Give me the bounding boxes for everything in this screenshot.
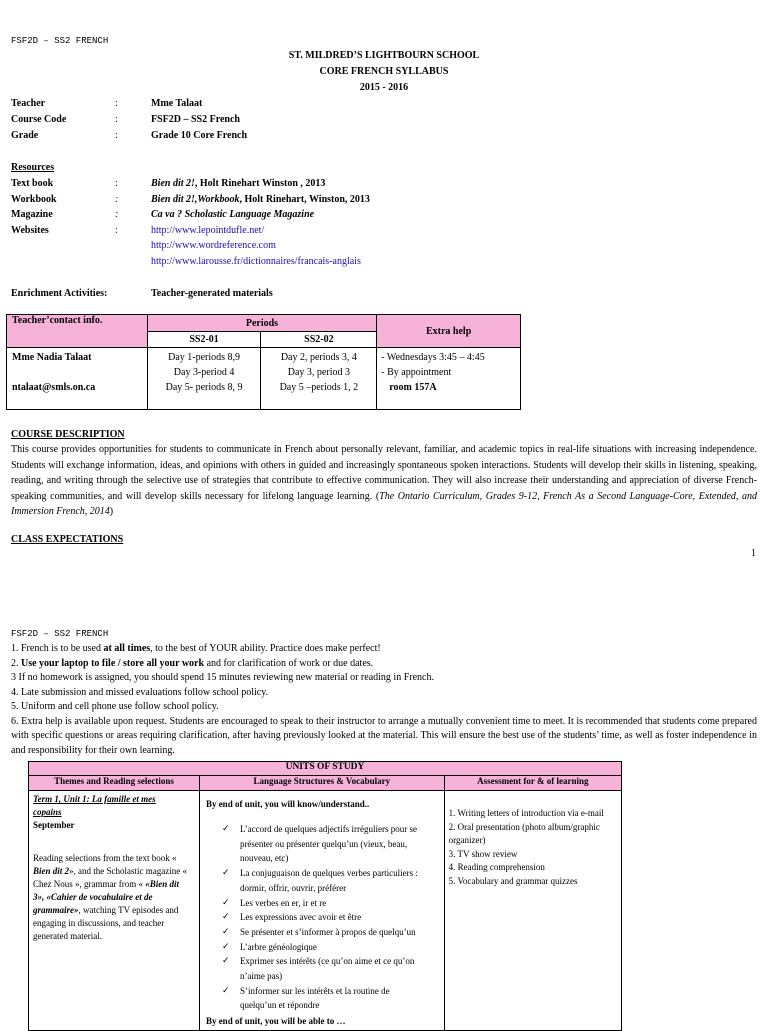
class-expectations-list <box>11 642 757 758</box>
list-item-text: S’informer sur les intérêts et la routine de quelqu’un et répondre <box>239 985 390 1011</box>
term-unit-title: Term 1, Unit 1: La famille et mes copains <box>33 794 156 817</box>
textbook-title: Bien dit 2! <box>151 178 195 189</box>
list-item-text: Exprimer ses intérêts (ce qu’on aime et ce qu’on n’aime pas) <box>239 956 415 982</box>
expectation-text: , to the best of YOUR ability. Practice does make perfect! <box>150 643 381 654</box>
header-assessment: Assessment for & of learning <box>444 776 621 791</box>
workbook-label: Workbook <box>11 194 57 205</box>
assessment-item: 3. TV show review <box>448 848 518 859</box>
list-item <box>222 940 422 955</box>
list-item <box>222 822 422 866</box>
extra-help-room: room 157A <box>389 382 437 393</box>
expectation-text: 2. <box>11 657 21 669</box>
expectation-2 <box>11 657 757 672</box>
colon: : <box>115 98 118 109</box>
course-description-text: This course provides opportunities for students to communicate in French about personally relevant, familiar, and academic topics in real-life situations with increasing independence. Students will exchange information, ideas, and opinions with others in guided and increasingly spontaneous spoken interactions. Students will develop their skills in listening, speaking, reading, and writing through the selective use of strategies that contribute to effective communication. They will also increase their understanding and appreciation of diverse French-speaking communities, and will develop skills necessary for lifelong language learning. ( <box>11 444 757 502</box>
colon: : <box>115 130 118 141</box>
grade-label: Grade <box>11 130 39 141</box>
language-cell <box>199 791 444 1031</box>
period-line: Day 2, periods 3, 4 <box>280 352 357 363</box>
course-description-citation: The Ontario Curriculum, Grades 9-12, French As a Second Language-Core, Extended, and Immersion French, 2014 <box>11 490 757 517</box>
textbook-value <box>151 177 325 190</box>
contact-header: Teacher’contact info. <box>7 315 148 348</box>
colon: : <box>115 225 118 236</box>
header-themes: Themes and Reading selections <box>29 776 200 791</box>
period-line: Day 3-period 4 <box>173 367 235 378</box>
extra-help-header: Extra help <box>377 315 521 348</box>
header-language: Language Structures & Vocabulary <box>199 776 444 791</box>
textbook-label: Text book <box>11 178 54 189</box>
colon: : <box>115 178 118 189</box>
course-description-close: ) <box>109 506 114 517</box>
assessment-item: 4. Reading comprehension <box>448 862 545 872</box>
class-expectations-heading: CLASS EXPECTATIONS <box>11 534 124 545</box>
list-item-text: L’arbre généologique <box>239 941 317 952</box>
period-line: Day 1-periods 8,9 <box>168 352 241 363</box>
ss201-periods-cell <box>147 348 261 410</box>
page-number: 1 <box>751 548 756 559</box>
course-code-label: Course Code <box>11 114 67 125</box>
magazine-label: Magazine <box>11 209 53 220</box>
colon: : <box>115 194 119 205</box>
reading-text: », and the Scholastic magazine « Chez Nous », grammar from « <box>33 866 187 889</box>
colon: : <box>115 209 119 220</box>
expectation-emphasis: at all times <box>103 643 151 654</box>
check-icon: ✓ <box>221 897 230 908</box>
expectation-5: 5. Uniform and cell phone use follow school policy. <box>11 701 219 712</box>
course-code-value: FSF2D – SS2 French <box>151 114 240 125</box>
school-name: ST. MILDRED’S LIGHTBOURN SCHOOL <box>288 50 480 61</box>
resources-heading: Resources <box>11 162 55 173</box>
reading-title: «Bien dit 3», «Cahier de vocabulaire et de grammaire» <box>33 879 179 915</box>
expectation-text: 1. French is to be used <box>11 643 104 654</box>
list-item-text: Les expressions avec avoir et être <box>239 912 362 923</box>
able-heading: By end of unit, you will be able to … <box>205 1016 346 1027</box>
list-item-text: Les verbes en er, ir et re <box>239 897 327 908</box>
workbook-publisher: , Holt Rinehart, Winston, 2013 <box>239 194 370 205</box>
expectation-4: 4. Late submission and missed evaluations follow school policy. <box>11 686 269 698</box>
section-ss202: SS2-02 <box>261 332 377 348</box>
workbook-value <box>151 193 370 206</box>
assessment-cell <box>444 791 621 1031</box>
units-of-study-table <box>28 761 622 1031</box>
school-year: 2015 - 2016 <box>359 82 409 93</box>
websites-label: Websites <box>11 225 49 236</box>
check-icon: ✓ <box>221 926 230 937</box>
syllabus-title: CORE FRENCH SYLLABUS <box>319 66 449 77</box>
expectation-1 <box>11 642 757 657</box>
ss202-periods-cell <box>261 348 377 410</box>
list-item <box>222 896 422 911</box>
extra-help-cell <box>377 348 521 410</box>
assessment-item: 5. Vocabulary and grammar quizzes <box>448 875 578 886</box>
teacher-full-name: Mme Nadia Talaat <box>12 352 92 363</box>
reading-text: Reading selections from the text book « <box>33 853 177 863</box>
contact-table <box>6 314 521 410</box>
course-description-body <box>11 442 757 520</box>
expectation-emphasis: Use your laptop to file / store all your work <box>21 657 205 669</box>
magazine-value: Ca va ? Scholastic Language Magazine <box>151 209 315 220</box>
section-ss201: SS2-01 <box>147 332 261 348</box>
enrichment-label: Enrichment Activities: <box>11 288 108 299</box>
month-label: September <box>33 820 75 830</box>
website-link-3[interactable]: http://www.larousse.fr/dictionnaires/francais-anglais <box>151 256 361 267</box>
language-items-list <box>206 822 422 1013</box>
teacher-contact-cell <box>7 348 148 410</box>
list-item-text: Se présenter et s’informer à propos de quelqu’un <box>239 926 416 937</box>
course-description-heading: COURSE DESCRIPTION <box>11 429 125 440</box>
list-item-text: L’accord de quelques adjectifs irréguliers pour se présenter ou présenter quelqu’un (vieux, beau, nouveau, etc) <box>239 824 418 864</box>
page-header-code: FSF2D – SS2 FRENCH <box>11 629 109 639</box>
list-item <box>222 954 422 983</box>
website-link-1[interactable]: http://www.lepointdufle.net/ <box>151 225 265 236</box>
expectation-text: and for clarification of work or due dates. <box>204 657 374 669</box>
workbook-title: Bien dit 2!,Workbook <box>151 194 240 205</box>
check-icon: ✓ <box>221 912 230 923</box>
list-item <box>222 984 422 1013</box>
extra-help-line: - Wednesdays 3:45 – 4:45 <box>381 352 485 363</box>
website-link-2[interactable]: http://www.wordreference.com <box>151 240 276 251</box>
check-icon: ✓ <box>221 985 230 996</box>
grade-value: Grade 10 Core French <box>151 130 248 141</box>
check-icon: ✓ <box>221 824 230 834</box>
enrichment-value: Teacher-generated materials <box>151 288 273 299</box>
period-line: Day 5 –periods 1, 2 <box>279 382 359 393</box>
reading-text: , watching TV episodes and engaging in discussions, and teacher generated material. <box>33 905 179 941</box>
teacher-value: Mme Talaat <box>151 98 203 109</box>
colon: : <box>115 114 118 125</box>
period-line: Day 5- periods 8, 9 <box>165 382 243 393</box>
know-heading: By end of unit, you will know/understand.. <box>205 799 370 809</box>
reading-title: Bien dit 2 <box>33 866 70 876</box>
list-item <box>222 925 422 940</box>
extra-help-line: - By appointment <box>381 367 452 378</box>
themes-cell <box>29 791 200 1031</box>
textbook-publisher: , Holt Rinehart Winston , 2013 <box>194 178 326 189</box>
teacher-label: Teacher <box>11 98 46 109</box>
expectation-6: 6. Extra help is available upon request. Students are encouraged to speak to their instructor to arrange a mutually convenient time to meet. It is recommended that students come prepared with specific questions or areas requiring clarification, after having previously looked at the material. This will ensure the best use of the students’ time, as well as foster independence in and responsibility for their own learning. <box>11 715 757 756</box>
list-item <box>222 910 422 925</box>
teacher-email[interactable]: ntalaat@smls.on.ca <box>12 382 96 393</box>
reading-selections <box>33 852 191 943</box>
assessment-item: 1. Writing letters of introduction via e-mail <box>448 808 604 818</box>
check-icon: ✓ <box>221 941 230 952</box>
list-item <box>222 866 422 895</box>
list-item-text: La conjuguaison de quelques verbes particuliers : dormir, offrir, ouvrir, préférer <box>239 868 418 893</box>
units-title: UNITS OF STUDY <box>29 762 622 776</box>
check-icon: ✓ <box>221 956 230 967</box>
periods-header: Periods <box>147 315 377 332</box>
assessment-item: 2. Oral presentation (photo album/graphic organizer) <box>448 821 600 845</box>
check-icon: ✓ <box>221 868 230 879</box>
page-header-code: FSF2D – SS2 FRENCH <box>11 36 109 46</box>
period-line: Day 3, period 3 <box>287 367 350 378</box>
expectation-3: 3 If no homework is assigned, you should spend 15 minutes reviewing new material or reading in French. <box>11 672 434 683</box>
